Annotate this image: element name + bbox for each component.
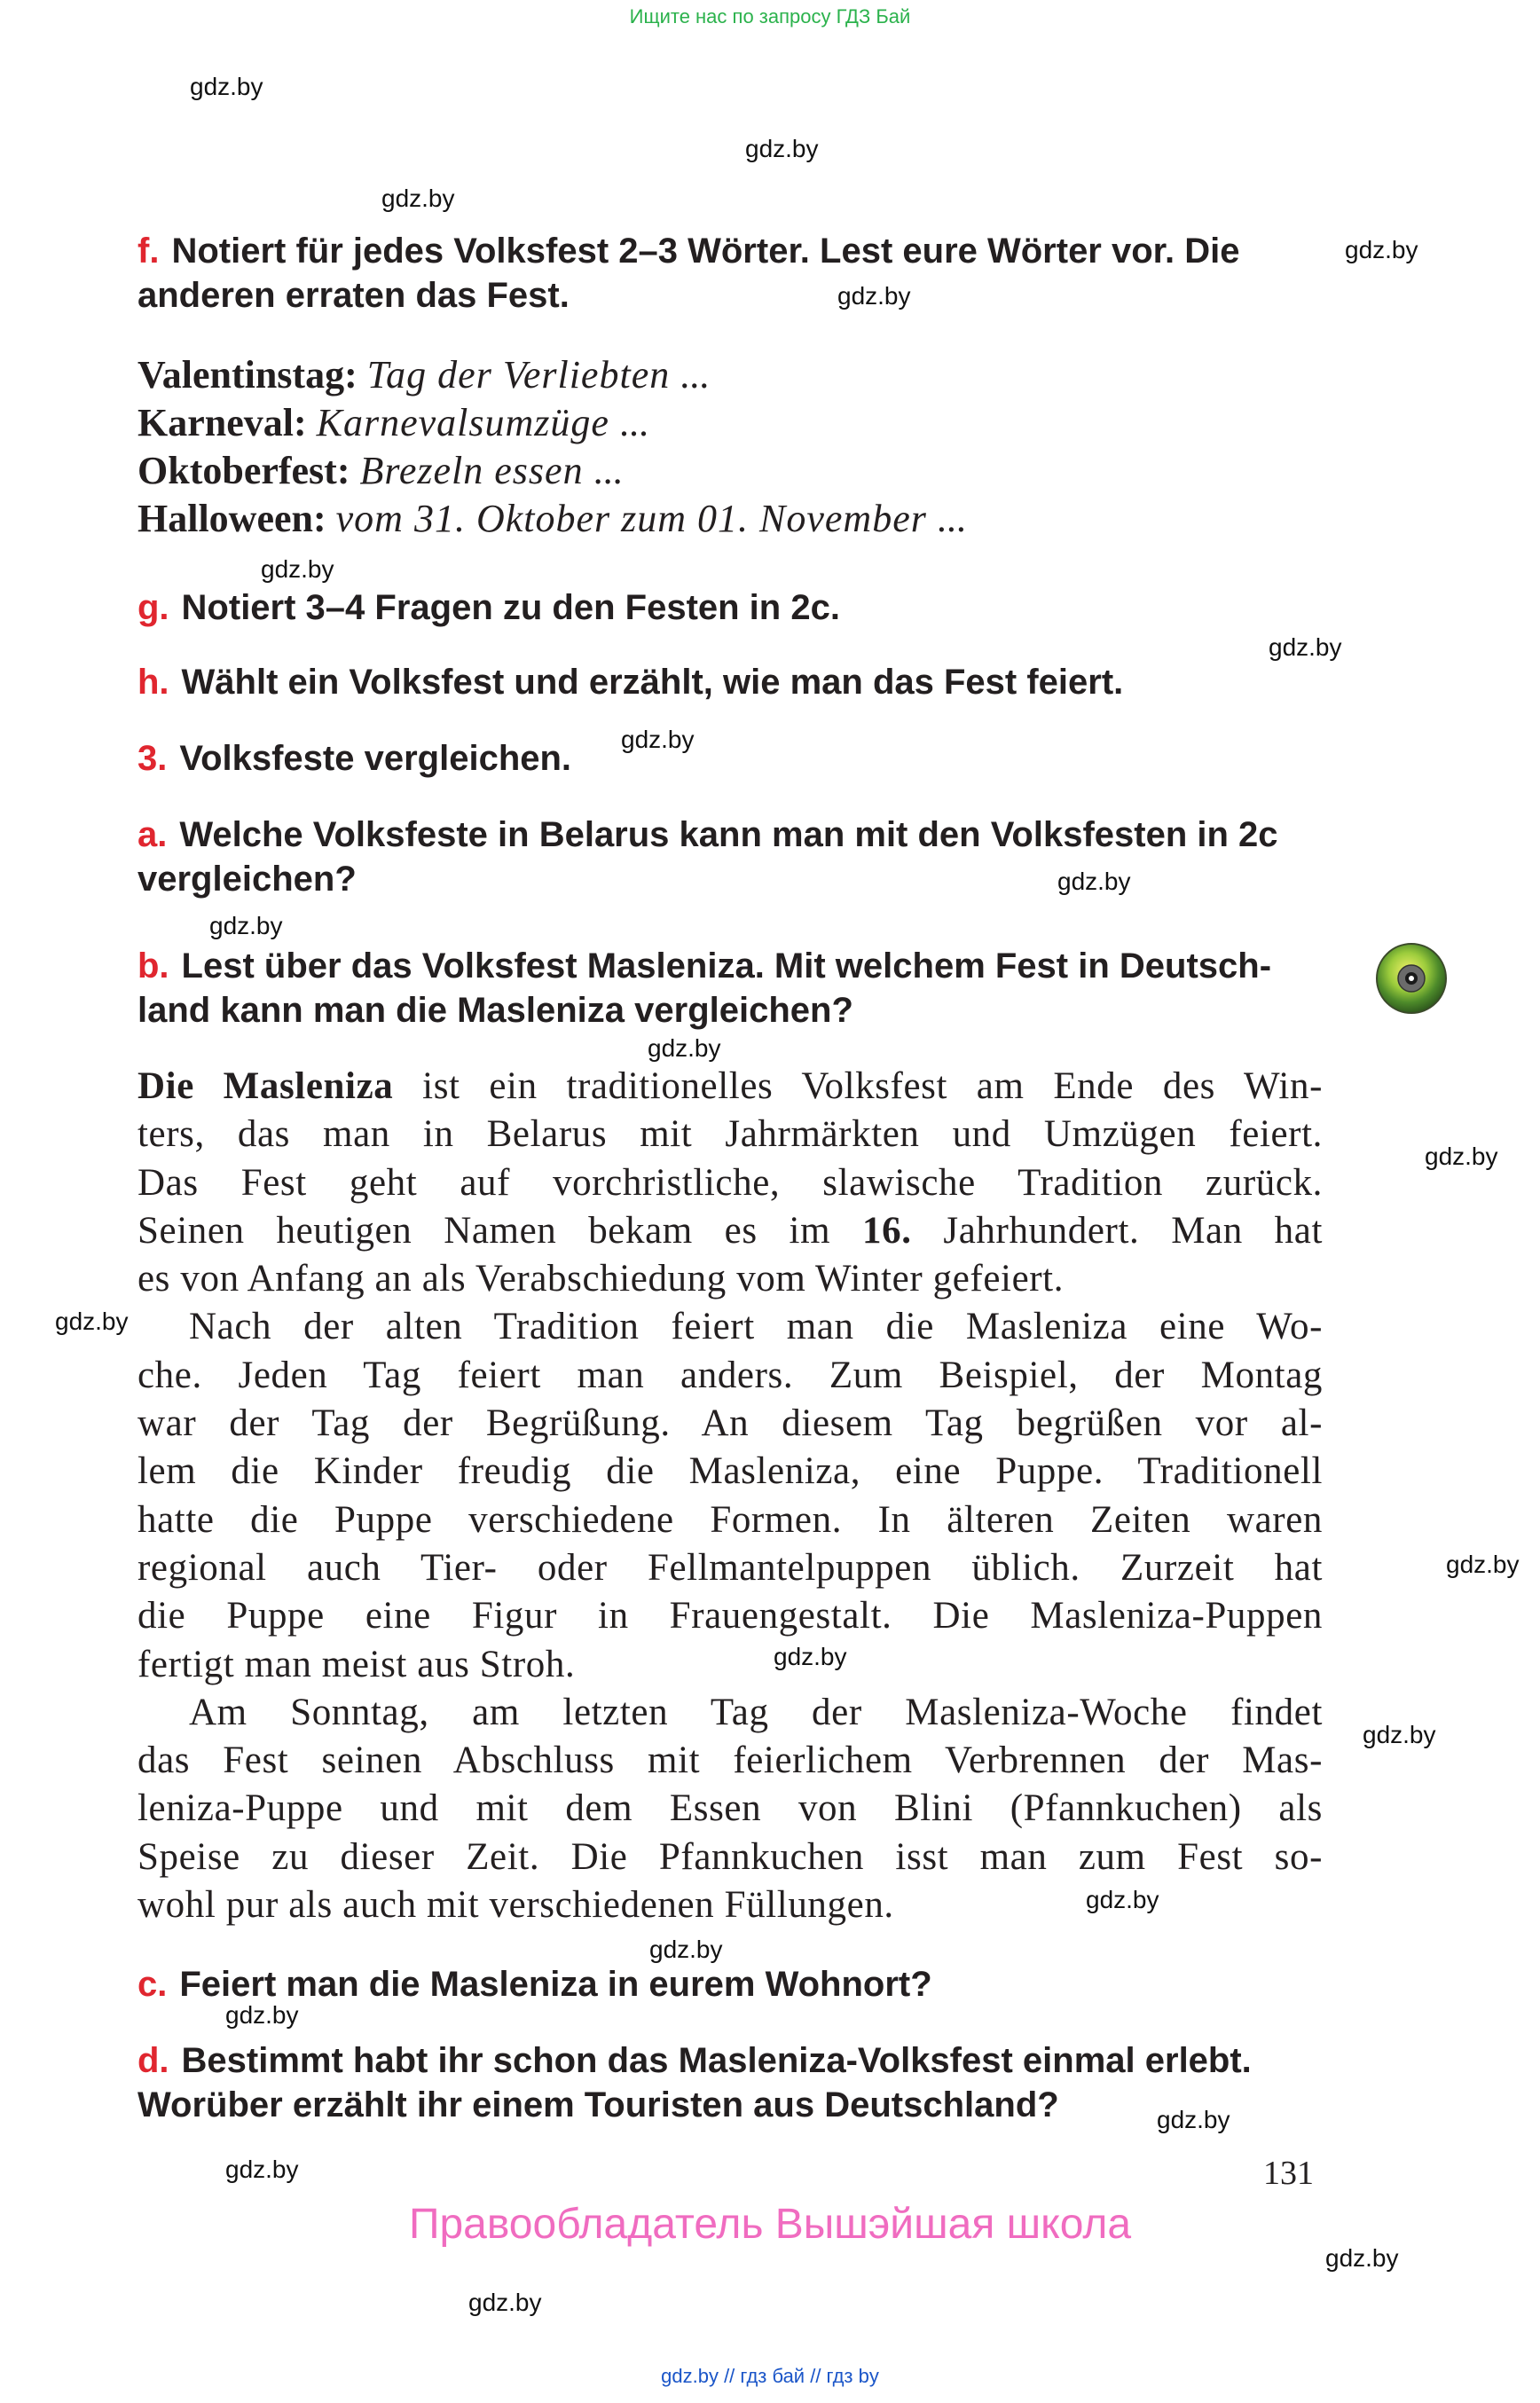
task-letter: d. xyxy=(138,2041,169,2080)
vocab-term: Halloween: xyxy=(138,497,326,540)
task-text: Notiert 3–4 Fragen zu den Festen in 2c. xyxy=(181,588,840,627)
task-text: Worüber erzählt ihr einem Touristen aus Deutschland? xyxy=(138,2085,1059,2124)
watermark: gdz.by xyxy=(190,73,263,100)
text-line: ters, das man in Belarus mit Jahrmärkten und Umzügen feiert. xyxy=(138,1113,1323,1156)
task-letter: f. xyxy=(138,232,160,271)
vocab-list xyxy=(138,351,966,543)
text-line: fertigt man meist aus Stroh. xyxy=(138,1643,576,1685)
vocab-example: Brezeln essen xyxy=(359,449,584,492)
watermark: gdz.by xyxy=(209,912,283,939)
reading-text xyxy=(138,1063,1323,1929)
century-bold: 16. xyxy=(862,1209,912,1252)
watermark: gdz.by xyxy=(1446,1551,1520,1578)
text-line: es von Anfang an als Verabschiedung vom Winter gefeiert. xyxy=(138,1258,1065,1300)
copyright-notice: Правообладатель Вышэйшая школа xyxy=(408,2201,1132,2248)
task-text: Notiert für jedes Volksfest 2–3 Wörter. Lest eure Wörter vor. Die xyxy=(171,232,1240,271)
watermark: gdz.by xyxy=(225,2001,299,2029)
text-line: che. Jeden Tag feiert man anders. Zum Beispiel, der Montag xyxy=(138,1354,1323,1396)
text-line: Am Sonntag, am letzten Tag der Masleniza-Woche findet xyxy=(189,1691,1323,1733)
task-letter: b. xyxy=(138,946,169,986)
task-h xyxy=(138,660,1326,704)
watermark: gdz.by xyxy=(648,1034,721,1062)
vocab-example: Karnevalsumzüge xyxy=(316,401,609,444)
text-line: Die Masleniza ist ein traditionelles Volksfest am Ende des Win- xyxy=(138,1065,1323,1107)
vocab-term: Karneval: xyxy=(138,401,307,444)
text-line: war der Tag der Begrüßung. An diesem Tag begrüßen vor al- xyxy=(138,1402,1323,1445)
text-line: hatte die Puppe verschiedene Formen. In älteren Zeiten waren xyxy=(138,1498,1323,1541)
task-f xyxy=(138,229,1326,318)
task-letter: g. xyxy=(138,588,169,627)
text-line: wohl pur als auch mit verschiedenen Füllungen. xyxy=(138,1884,894,1927)
watermark: gdz.by xyxy=(1425,1143,1498,1170)
text-bold: Die Masleniza xyxy=(138,1065,394,1107)
task-letter: a. xyxy=(138,815,168,854)
vocab-ellipsis: ... xyxy=(936,497,966,540)
top-banner: Ищите нас по запросу ГДЗ Бай xyxy=(629,5,911,27)
task-text: Wählt ein Volksfest und erzählt, wie man das Fest feiert. xyxy=(181,663,1124,702)
audio-cd-icon[interactable] xyxy=(1375,942,1448,1015)
watermark: gdz.by xyxy=(1363,1721,1436,1748)
task-text: Feiert man die Masleniza in eurem Wohnort? xyxy=(179,1965,932,2004)
task-b xyxy=(138,944,1326,1033)
footer-links[interactable]: gdz.by // гдз бай // гдз by xyxy=(661,2365,879,2387)
watermark: gdz.by xyxy=(468,2289,542,2316)
task-c xyxy=(138,1962,1326,2006)
watermark: gdz.by xyxy=(745,135,819,162)
text-line: regional auch Tier- oder Fellmantelpuppen üblich. Zurzeit hat xyxy=(138,1546,1323,1589)
text-line: das Fest seinen Abschluss mit feierlichem Verbrennen der Mas- xyxy=(138,1739,1323,1782)
task-3 xyxy=(138,736,1326,781)
task-number: 3. xyxy=(138,739,168,778)
vocab-term: Oktoberfest: xyxy=(138,449,350,492)
vocab-item xyxy=(138,495,966,543)
vocab-ellipsis: ... xyxy=(593,449,623,492)
task-text: Welche Volksfeste in Belarus kann man mit den Volksfesten in 2c xyxy=(179,815,1278,854)
vocab-item xyxy=(138,399,966,447)
task-letter: c. xyxy=(138,1965,168,2004)
watermark: gdz.by xyxy=(261,555,334,583)
text-line: leniza-Puppe und mit dem Essen von Blini (Pfannkuchen) als xyxy=(138,1787,1323,1830)
vocab-ellipsis: ... xyxy=(618,401,648,444)
text-line: die Puppe eine Figur in Frauengestalt. Die Masleniza-Puppen xyxy=(138,1595,1323,1637)
page-number: 131 xyxy=(1263,2155,1314,2192)
task-text: land kann man die Masleniza vergleichen? xyxy=(138,991,853,1030)
task-d xyxy=(138,2038,1326,2127)
text-line: Das Fest geht auf vorchristliche, slawische Tradition zurück. xyxy=(138,1161,1323,1204)
watermark: gdz.by xyxy=(1057,868,1131,895)
text-line: lem die Kinder freudig die Masleniza, eine Puppe. Traditionell xyxy=(138,1450,1323,1493)
watermark: gdz.by xyxy=(55,1308,129,1335)
vocab-item xyxy=(138,447,966,495)
vocab-ellipsis: ... xyxy=(680,353,710,397)
watermark: gdz.by xyxy=(381,185,455,212)
text-line: Speise zu dieser Zeit. Die Pfannkuchen isst man zum Fest so- xyxy=(138,1835,1323,1878)
vocab-item xyxy=(138,351,966,399)
vocab-term: Valentinstag: xyxy=(138,353,358,397)
watermark: gdz.by xyxy=(649,1936,723,1963)
vocab-example: Tag der Verliebten xyxy=(366,353,671,397)
watermark: gdz.by xyxy=(774,1643,847,1670)
watermark: gdz.by xyxy=(1345,236,1418,263)
watermark: gdz.by xyxy=(1269,633,1342,661)
task-a xyxy=(138,813,1326,901)
task-text: Lest über das Volksfest Masleniza. Mit welchem Fest in Deutsch- xyxy=(181,946,1272,986)
task-text: Volksfeste vergleichen. xyxy=(179,739,572,778)
watermark: gdz.by xyxy=(1157,2106,1230,2133)
task-text: Bestimmt habt ihr schon das Masleniza-Volksfest einmal erlebt. xyxy=(181,2041,1252,2080)
task-letter: h. xyxy=(138,663,169,702)
watermark: gdz.by xyxy=(225,2156,299,2183)
task-text: anderen erraten das Fest. xyxy=(138,276,570,315)
vocab-example: vom 31. Oktober zum 01. November xyxy=(335,497,927,540)
task-text: vergleichen? xyxy=(138,860,357,899)
watermark: gdz.by xyxy=(1325,2244,1399,2272)
watermark: gdz.by xyxy=(837,282,911,310)
text-line: Seinen heutigen Namen bekam es im 16. Jahrhundert. Man hat xyxy=(138,1209,1323,1252)
watermark: gdz.by xyxy=(1086,1886,1159,1913)
task-g xyxy=(138,585,1326,630)
watermark: gdz.by xyxy=(621,726,695,753)
text-line: Nach der alten Tradition feiert man die Masleniza eine Wo- xyxy=(189,1306,1323,1348)
